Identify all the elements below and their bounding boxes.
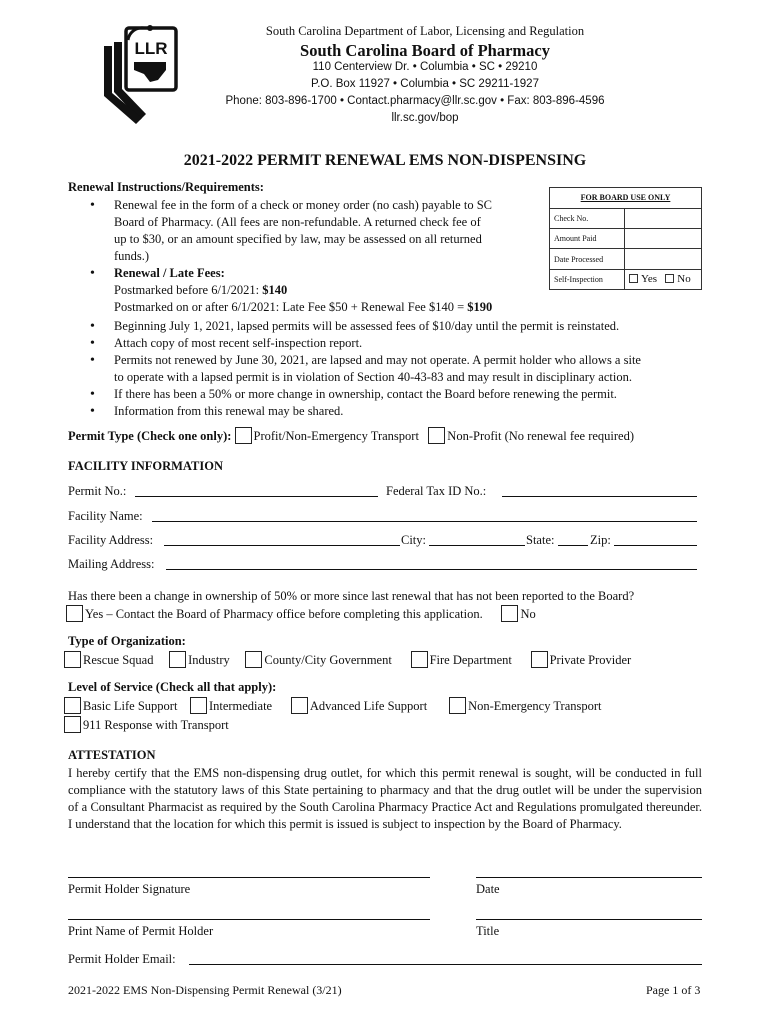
state-field[interactable] [558,545,588,546]
print-name-field[interactable] [68,919,430,920]
date-field[interactable] [476,877,702,878]
signature-field[interactable] [68,877,430,878]
service-level-label: Level of Service (Check all that apply): [68,680,277,694]
service-basic-label: Basic Life Support [83,699,178,713]
requirement-line: • Permits not renewed by June 30, 2021, are lapsed and may not operate. A permit holder who allows a site [114,353,641,367]
requirement-item: • Information from this renewal may be shared. [68,403,708,420]
instructions-heading: Renewal Instructions/Requirements: [68,180,264,194]
requirement-item [68,352,708,386]
requirements-bullet-list [68,318,708,420]
date-label: Date [476,882,500,896]
permit-type-nonprofit-label: Non-Profit (No renewal fee required) [447,429,635,443]
date-processed-label: Date Processed [550,249,625,269]
facility-name-label: Facility Name: [68,509,143,523]
state-label: State: [526,533,555,547]
requirement-line: to operate with a lapsed permit is in violation of Section 40-43-83 and may result in disciplinary action. [114,370,632,384]
email-field[interactable] [189,964,702,965]
website-link[interactable]: llr.sc.gov/bop [391,112,459,124]
permit-type-nonprofit-checkbox[interactable] [428,427,445,444]
po-box-address: P.O. Box 11927 • Columbia • SC 29211-1927 [311,78,539,90]
service-intermediate-checkbox[interactable] [190,697,207,714]
facility-address-label: Facility Address: [68,533,154,547]
permit-type-profit-checkbox[interactable] [235,427,252,444]
date-processed-field[interactable] [625,249,702,269]
facility-name-field[interactable] [152,521,697,522]
amount-paid-field[interactable] [625,229,702,249]
ownership-no-label: No [520,607,536,621]
facility-heading: FACILITY INFORMATION [68,459,223,473]
permit-type-label: Permit Type (Check one only): [68,429,232,443]
fee-bullet [68,197,548,265]
requirement-item: • Beginning July 1, 2021, lapsed permits will be assessed fees of $10/day until the permit is reinstated. [68,318,708,335]
ownership-options [66,605,536,622]
street-address: 110 Centerview Dr. • Columbia • SC • 29210 [312,61,538,73]
self-inspection-label: Self-Inspection [550,269,625,289]
org-rescue-squad-checkbox[interactable] [64,651,81,668]
tax-id-field[interactable] [502,496,697,497]
postmark-before-amount: $140 [262,283,288,297]
ownership-question: Has there been a change in ownership of 50% or more since last renewal that has not been reported to the Board? [68,589,635,603]
postmark-before-text: Postmarked before 6/1/2021: [114,283,263,297]
title-field[interactable] [476,919,702,920]
service-911-checkbox[interactable] [64,716,81,733]
self-inspection-no-checkbox[interactable] [665,274,674,283]
zip-field[interactable] [614,545,697,546]
permit-type-row [68,427,634,444]
attestation-heading: ATTESTATION [68,748,156,762]
fee-line: up to $30, or an amount specified by law, may be assessed on all returned [114,232,482,246]
fee-bullet-list [68,197,548,316]
signature-label: Permit Holder Signature [68,882,191,896]
email-label: Permit Holder Email: [68,952,176,966]
org-industry-checkbox[interactable] [169,651,186,668]
org-fire-department-checkbox[interactable] [411,651,428,668]
service-advanced-checkbox[interactable] [291,697,308,714]
requirement-item: • If there has been a 50% or more change in ownership, contact the Board before renewing the permit. [68,386,708,403]
ownership-no-checkbox[interactable] [501,605,518,622]
fee-line: Board of Pharmacy. (All fees are non-refundable. A returned check fee of [114,215,481,229]
print-name-label: Print Name of Permit Holder [68,924,214,938]
org-industry-label: Industry [188,653,230,667]
footer-form-name: 2021-2022 EMS Non-Dispensing Permit Renewal (3/21) [68,983,342,997]
city-label: City: [401,533,427,547]
llr-logo [98,24,180,124]
organization-label: Type of Organization: [68,634,186,648]
zip-label: Zip: [590,533,611,547]
board-use-table [549,187,702,290]
amount-paid-label: Amount Paid [550,229,625,249]
permit-no-field[interactable] [135,496,378,497]
org-private-provider-checkbox[interactable] [531,651,548,668]
org-county-city-label: County/City Government [264,653,392,667]
late-fees-label: • Renewal / Late Fees: [114,266,225,280]
postmark-after-amount: $190 [467,300,493,314]
board-name: South Carolina Board of Pharmacy [300,41,550,60]
service-non-emergency-label: Non-Emergency Transport [468,699,602,713]
fee-line: funds.) [114,249,150,263]
permit-no-label: Permit No.: [68,484,127,498]
check-no-label: Check No. [550,208,625,228]
service-intermediate-label: Intermediate [208,699,273,713]
org-rescue-squad-label: Rescue Squad [83,653,154,667]
permit-type-profit-label: Profit/Non-Emergency Transport [253,429,419,443]
self-inspection-yes-checkbox[interactable] [629,274,638,283]
mailing-address-field[interactable] [166,569,697,570]
svg-text:LLR: LLR [134,39,168,58]
form-title: 2021-2022 PERMIT RENEWAL EMS NON-DISPENSING [183,152,587,169]
fee-line: • Renewal fee in the form of a check or money order (no cash) payable to SC [114,198,492,212]
city-field[interactable] [429,545,525,546]
board-use-heading: FOR BOARD USE ONLY [550,188,702,209]
requirement-item: • Attach copy of most recent self-inspection report. [68,335,708,352]
service-basic-checkbox[interactable] [64,697,81,714]
department-name: South Carolina Department of Labor, Licensing and Regulation [265,24,585,38]
mailing-address-label: Mailing Address: [68,557,155,571]
org-fire-department-label: Fire Department [429,653,512,667]
footer-page-number: Page 1 of 3 [646,983,701,997]
service-options-row2 [64,716,229,733]
late-fee-bullet [68,265,548,316]
service-non-emergency-checkbox[interactable] [449,697,466,714]
org-private-provider-label: Private Provider [549,653,632,667]
service-advanced-label: Advanced Life Support [309,699,428,713]
check-no-field[interactable] [625,208,702,228]
postmark-after-text: Postmarked on or after 6/1/2021: Late Fee $50 + Renewal Fee $140 = [114,300,468,314]
self-inspection-no-label: No [677,273,691,286]
title-label: Title [476,924,500,938]
organization-options [64,651,631,668]
service-911-label: 911 Response with Transport [83,718,229,732]
ownership-yes-label: Yes – Contact the Board of Pharmacy office before completing this application. [85,607,483,621]
attestation-text: I hereby certify that the EMS non-dispensing drug outlet, for which this permit renewal is sought, will be conducted in full compliance with the statutory laws of this State pertaining to pharmacy and that the drug outlet will be under the supervision of a Consultant Pharmacist as required by the South Carolina Pharmacy Practice Act and Regulations promulgated thereunder. I understand that the location for which this permit is issued is subject to inspection by the Board of Pharmacy. [68,766,702,831]
facility-address-field[interactable] [164,545,400,546]
contact-info: Phone: 803-896-1700 • Contact.pharmacy@llr.sc.gov • Fax: 803-896-4596 [225,95,605,107]
service-options-row1 [64,697,602,714]
org-county-city-checkbox[interactable] [245,651,262,668]
ownership-yes-checkbox[interactable] [66,605,83,622]
tax-id-label: Federal Tax ID No.: [386,484,487,498]
self-inspection-yes-label: Yes [641,273,658,286]
